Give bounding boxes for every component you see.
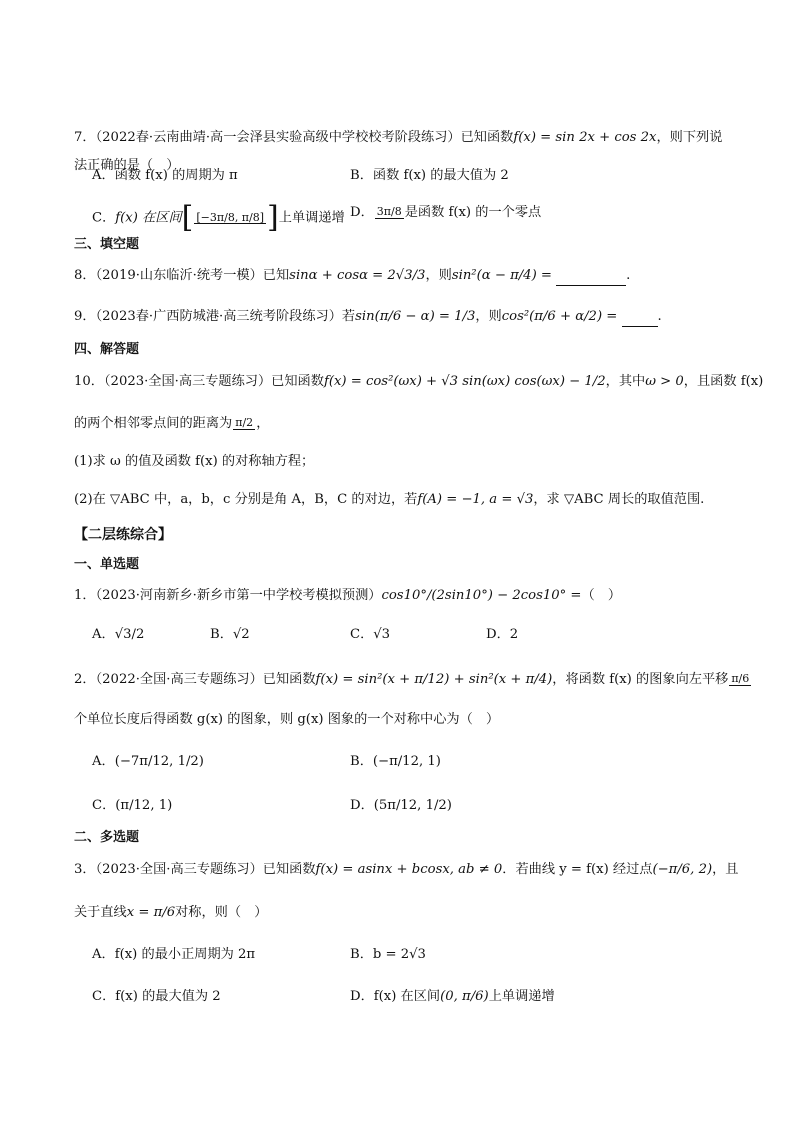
- q7-option-b: B．函数 f(x) 的最大值为 2: [350, 168, 509, 183]
- q2-stem-line2: 个单位长度后得函数 g(x) 的图象，则 g(x) 图象的一个对称中心为（ ）: [74, 712, 500, 727]
- q3-option-c: C．f(x) 的最大值为 2: [92, 989, 221, 1004]
- q1-option-b: B．√2: [210, 627, 250, 642]
- section-answer: 四、解答题: [74, 342, 140, 357]
- section-single-choice: 一、单选题: [74, 557, 140, 572]
- q7-line1-end: ，则下列说: [656, 130, 723, 145]
- q9-given: sin(π/6 − α) = 1/3: [355, 309, 476, 324]
- q3-stem: 3．（2023·全国·高三专题练习）已知函数f(x) = asinx + bcosx, ab ≠ 0．若曲线 y = f(x) 经过点(−π/6, 2)，且: [74, 862, 739, 877]
- q7-option-c: C．f(x) 在区间[ [−3π/8, π/8] ]上单调递增: [92, 200, 345, 235]
- q8-answer-blank[interactable]: [556, 271, 626, 286]
- q2-option-b: B．(−π/12, 1): [350, 754, 441, 769]
- q2-func: f(x) = sin²(x + π/12) + sin²(x + π/4): [315, 672, 553, 687]
- q2-option-c: C．(π/12, 1): [92, 798, 173, 813]
- q2-option-d: D．(5π/12, 1/2): [350, 798, 452, 813]
- q7-line1: 7．（2022春·云南曲靖·高一会泽县实验高级中学校校考阶段练习）已知函数: [74, 130, 514, 145]
- q7-stem-line2: 法正确的是（ ）: [74, 158, 180, 173]
- q7-stem: [74, 128, 722, 148]
- q9-stem: 9．（2023春·广西防城港·高三统考阶段练习）若sin(π/6 − α) = 1/3，则cos²(π/6 + α/2) = .: [74, 307, 662, 327]
- q10-part1: (1)求 ω 的值及函数 f(x) 的对称轴方程；: [74, 454, 315, 469]
- q8-given: sinα + cosα = 2√3/3: [289, 268, 426, 283]
- q1-option-c: C．√3: [350, 627, 391, 642]
- q3-func: f(x) = asinx + bcosx, ab ≠ 0: [315, 862, 503, 877]
- q3-option-d: D．f(x) 在区间(0, π/6)上单调递增: [350, 989, 555, 1004]
- q10-func: f(x) = cos²(ωx) + √3 sin(ωx) cos(ωx) − 1/2: [323, 374, 606, 389]
- q10-part2: (2)在 ▽ABC 中，a，b，c 分别是角 A，B，C 的对边，若f(A) = −1, a = √3，求 ▽ABC 周长的取值范围.: [74, 492, 705, 507]
- q7-option-d: D． 3π/8 是函数 f(x) 的一个零点: [350, 205, 542, 220]
- q1-stem: 1．（2023·河南新乡·新乡市第一中学校考模拟预测）cos10°/(2sin10°) − 2cos10° =（ ）: [74, 588, 622, 603]
- q9-expr: cos²(π/6 + α/2) =: [501, 309, 618, 324]
- q8-stem: 8．（2019·山东临沂·统考一模）已知sinα + cosα = 2√3/3，则sin²(α − π/4) = .: [74, 266, 630, 286]
- q1-option-a: A．√3/2: [92, 627, 145, 642]
- q1-option-d: D．2: [486, 627, 519, 642]
- q7-func: f(x) = sin 2x + cos 2x: [513, 130, 657, 145]
- level2-heading: 【二层练综合】: [74, 527, 172, 543]
- q2-stem: 2．（2022·全国·高三专题练习）已知函数f(x) = sin²(x + π/12) + sin²(x + π/4)，将函数 f(x) 的图象向左平移 π/6: [74, 672, 750, 687]
- q1-expr: cos10°/(2sin10°) − 2cos10° =: [381, 588, 582, 603]
- section-multi-choice: 二、多选题: [74, 830, 140, 845]
- q7-option-a: A．函数 f(x) 的周期为 π: [92, 168, 238, 183]
- q10-stem-line2: 的两个相邻零点间的距离为 π/2 ，: [74, 416, 270, 431]
- q10-stem: 10．（2023·全国·高三专题练习）已知函数f(x) = cos²(ωx) + √3 sin(ωx) cos(ωx) − 1/2，其中ω > 0，且函数 f(x): [74, 374, 764, 389]
- q2-option-a: A．(−7π/12, 1/2): [92, 754, 204, 769]
- q3-option-b: B．b = 2√3: [350, 947, 426, 962]
- q7-c-interval: [−3π/8, π/8]: [196, 210, 265, 224]
- q3-point: (−π/6, 2): [652, 862, 713, 877]
- q3-option-a: A．f(x) 的最小正周期为 2π: [92, 947, 256, 962]
- q9-answer-blank[interactable]: [622, 312, 658, 327]
- section-fill-blank: 三、填空题: [74, 237, 140, 252]
- q8-expr: sin²(α − π/4) =: [451, 268, 552, 283]
- q3-stem-line2: 关于直线x = π/6对称，则（ ）: [74, 905, 268, 920]
